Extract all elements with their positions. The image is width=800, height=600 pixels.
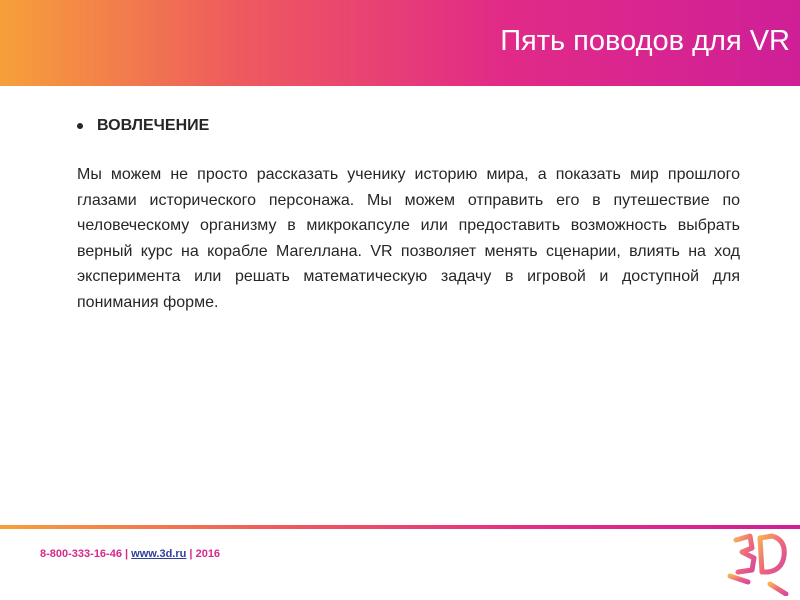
header-banner xyxy=(0,0,800,86)
bullet-icon xyxy=(77,123,83,129)
bullet-item xyxy=(77,112,740,140)
footer-phone: 8-800-333-16-46 xyxy=(40,548,122,560)
footer-divider xyxy=(0,525,800,529)
slide-title: Пять поводов для VR xyxy=(500,25,790,57)
footer-separator: | xyxy=(121,548,132,560)
bullet-heading: ВОВЛЕЧЕНИЕ xyxy=(97,117,210,134)
footer-separator: | xyxy=(186,548,196,560)
3d-logo-icon xyxy=(722,528,794,596)
footer-website-link[interactable]: www.3d.ru xyxy=(131,548,187,560)
body-paragraph: Мы можем не просто рассказать ученику историю мира, а показать мир прошлого глазами исторического персонажа. Мы можем отправить его в путешествие по человеческому организму в микрокапсуле или предоставить возможность выбрать верный курс на корабле Магеллана. VR позволяет менять сценарии, влиять на ход эксперимента или решать математическую задачу в игровой и доступной для понимания форме. xyxy=(77,166,740,311)
footer-year: 2016 xyxy=(195,548,221,560)
slide-content xyxy=(77,112,740,315)
footer-info xyxy=(40,548,220,560)
